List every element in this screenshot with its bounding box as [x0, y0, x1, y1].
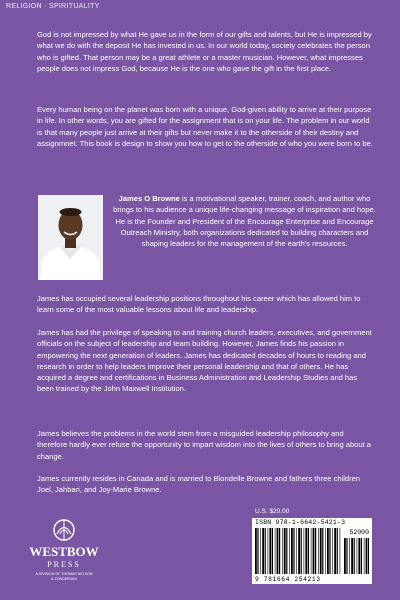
supplement-barcode-bars	[344, 538, 369, 574]
barcode-bar	[293, 528, 294, 574]
barcode-bar	[262, 528, 264, 574]
isbn-number: ISBN 978-1-6642-5421-3	[255, 519, 346, 526]
barcode-bar	[332, 528, 333, 574]
barcode-bar	[340, 528, 341, 574]
barcode-bar	[320, 528, 322, 574]
publisher-name-line2: PRESS	[47, 560, 81, 569]
publisher-tagline-line2: & ZONDERVAN	[51, 577, 77, 581]
category-label: RELIGION · SPIRITUALITY	[6, 3, 100, 10]
barcode-bar	[301, 528, 302, 574]
bio-paragraph-family: James currently resides in Canada and is married to Blondelle Browne and fathers three children Joel, Jahbari, and Joy-Marie Browne.	[37, 474, 361, 495]
ean-digits: 9 781664 254213	[255, 576, 321, 583]
intro-paragraph-2: Every human being on the planet was born with a unique, God-given ability to arrive at their purpose in life. In other words, you are gifted for the assignment that is on your life. The problem in our world is that many people just arrive at their gifts but never make it to the otherside of their destiny and assignmnet. This book is design to show you how to get to the otherside of who you were born to be.	[37, 105, 373, 148]
barcode-bar	[311, 528, 312, 574]
author-name: James O Browne	[118, 194, 180, 203]
barcode-bar	[344, 538, 346, 574]
price-supplement-code: 52000	[349, 529, 369, 536]
barcode-bar	[329, 528, 330, 574]
price-label: U.S. $20.00	[255, 508, 290, 515]
barcode-bar	[255, 528, 257, 574]
barcode-bar	[313, 528, 315, 574]
barcode-bar	[354, 538, 355, 574]
barcode-bar	[277, 528, 279, 574]
barcode-bar	[289, 528, 290, 574]
barcode-bar	[346, 538, 347, 574]
bio-paragraph-speaking: James has had the privilege of speaking to and training church leaders, executives, and government officials on the subject of leadership and team building. However, James finds his passion in empowering the next generation of leaders. James has dedicated decades of hours to reading and research in order to help leaders improve their personal leadership and that of others. He has acquired a degree and certifications in Business Administration and Leadership Studies and has been trained by the John Maxwell Institution.	[37, 328, 372, 394]
barcode-bar	[366, 538, 368, 574]
barcode-bar	[279, 528, 280, 574]
barcode-bar	[304, 528, 305, 574]
barcode-bar	[364, 538, 365, 574]
barcode-bar	[286, 528, 287, 574]
barcode-bar	[305, 528, 307, 574]
bio-paragraph-leadership: James has occupied several leadership positions throughout his career which has allowed him to learn some of the most valuable lessons about life and leadership.	[37, 294, 361, 315]
barcode-bar	[361, 538, 362, 574]
author-portrait-image	[38, 195, 103, 280]
ean-barcode-bars	[255, 528, 341, 574]
barcode-bar	[291, 528, 293, 574]
isbn-barcode	[252, 518, 372, 584]
author-bio	[112, 193, 377, 249]
barcode-bar	[325, 528, 326, 574]
barcode-bar	[284, 528, 286, 574]
barcode-bar	[268, 528, 269, 574]
barcode-bar	[349, 538, 350, 574]
barcode-bar	[282, 528, 283, 574]
intro-paragraph-1: God is not impressed by what He gave us in the form of our gifts and talents, but He is impressed by what we do with the deposit He has invested in us. In our world today, society celebrates the person who is gifted. That person may be a great athlete or a master musician. However, what impresses people does not impress God, because He is the one who gave the gift in the first place.	[37, 30, 372, 73]
barcode-bar	[275, 528, 276, 574]
barcode-bar	[315, 528, 316, 574]
barcode-bar	[318, 528, 319, 574]
barcode-bar	[269, 528, 271, 574]
publisher-logo	[26, 516, 102, 590]
publisher-name-line1: WESTBOW	[29, 544, 99, 559]
barcode-bar	[257, 528, 258, 574]
barcode-bar	[260, 528, 261, 574]
barcode-bar	[265, 528, 266, 574]
barcode-bar	[357, 538, 358, 574]
bio-paragraph-beliefs: James believes the problems in the world stem from a misguided leadership philosophy and therefore hardly ever refuse the opportunity to impart wisdom into the lives of others to bring about a change.	[37, 429, 371, 461]
publisher-tagline-line1: A DIVISION OF THOMAS NELSON	[35, 572, 93, 576]
barcode-bar	[337, 528, 338, 574]
westbow-press-logo-icon	[26, 516, 102, 590]
barcode-bar	[272, 528, 273, 574]
barcode-bar	[334, 528, 336, 574]
barcode-bar	[296, 528, 297, 574]
author-bio-text: is a motivational speaker, trainer, coach, and author who brings to his audience a unique life-changing message of inspiration and hope. He is the Founder and President of the Encourage Enterprise and Encourage Outreach Ministry, both organizations dedicated to building characters and shaping leaders for the management of the earth's resources.	[113, 194, 376, 249]
barcode-bar	[308, 528, 309, 574]
barcode-bar	[358, 538, 360, 574]
barcode-bar	[368, 538, 369, 574]
barcode-bar	[327, 528, 329, 574]
barcode-bar	[298, 528, 300, 574]
barcode-bar	[322, 528, 323, 574]
author-photo	[38, 195, 103, 280]
barcode-bar	[351, 538, 353, 574]
